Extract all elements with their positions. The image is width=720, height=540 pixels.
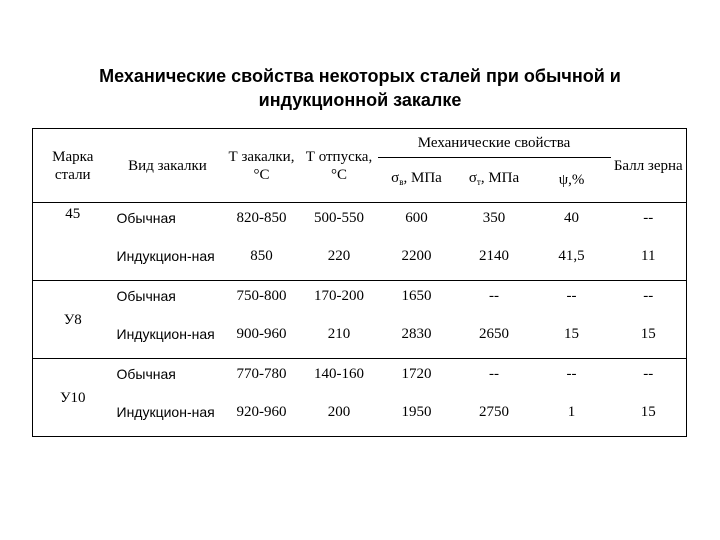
table-row — [33, 389, 687, 437]
t-temper-cell: 210 — [301, 311, 378, 359]
grade-cell: У10 — [33, 359, 113, 437]
t-quench-cell: 900-960 — [223, 311, 301, 359]
t-quench-cell: 850 — [223, 233, 301, 281]
t-quench-cell: 820-850 — [236, 209, 287, 226]
grade-cell: 45 — [33, 203, 113, 281]
table-row — [33, 203, 687, 233]
sigma-v-cell: 1720 — [401, 365, 432, 382]
quench-type-cell: Обычная — [116, 287, 176, 304]
sigma-t-cell: -- — [489, 287, 499, 304]
title-line-1: Механические свойства некоторых сталей при обычной и — [99, 66, 621, 86]
table-row — [33, 233, 687, 281]
quench-type-cell: Индукцион-ная — [113, 311, 223, 359]
psi-cell: 15 — [533, 311, 611, 359]
t-temper-cell: 170-200 — [314, 287, 364, 304]
table-row — [33, 281, 687, 311]
t-quench-cell: 770-780 — [236, 365, 287, 382]
t-quench-cell: 920-960 — [223, 389, 301, 437]
header-psi: ψ,% — [533, 158, 611, 203]
quench-type-cell: Индукцион-ная — [113, 389, 223, 437]
sigma-t-symbol: σ — [468, 170, 477, 186]
header-t-quench: Т закалки, °С — [223, 129, 301, 203]
title-line-2: индукционной закалке — [258, 90, 462, 110]
psi-cell: -- — [566, 365, 577, 382]
quench-type-cell: Обычная — [116, 209, 176, 226]
sigma-v-cell: 1950 — [378, 389, 456, 437]
t-quench-cell: 750-800 — [236, 287, 287, 304]
header-sigma-t — [456, 158, 533, 203]
header-t-temper: Т отпуска, °С — [301, 129, 378, 203]
grain-cell: -- — [611, 203, 687, 233]
t-temper-cell: 200 — [301, 389, 378, 437]
sigma-t-subscript: т — [476, 177, 481, 187]
header-grade: Марка стали — [33, 129, 113, 203]
sigma-t-cell: 350 — [482, 209, 506, 226]
table-row — [33, 359, 687, 389]
header-grain: Балл зерна — [611, 129, 687, 203]
sigma-t-unit: , МПа — [480, 170, 520, 186]
header-row-1 — [33, 129, 687, 158]
t-temper-cell: 140-160 — [314, 365, 364, 382]
sigma-t-cell: 2650 — [456, 311, 533, 359]
grain-cell: 11 — [611, 233, 687, 281]
sigma-v-cell: 2200 — [378, 233, 456, 281]
grain-cell: 15 — [611, 389, 687, 437]
t-temper-cell: 220 — [301, 233, 378, 281]
header-mech-props: Механические свойства — [378, 129, 611, 158]
sigma-v-subscript: в — [399, 177, 404, 187]
sigma-v-cell: 2830 — [378, 311, 456, 359]
psi-cell: 41,5 — [533, 233, 611, 281]
header-sigma-v — [378, 158, 456, 203]
table-row — [33, 311, 687, 359]
t-temper-cell: 500-550 — [314, 209, 364, 226]
sigma-t-cell: -- — [489, 365, 499, 382]
header-quench-type: Вид закалки — [113, 129, 223, 203]
sigma-v-unit: , МПа — [403, 170, 442, 186]
grain-cell: 15 — [611, 311, 687, 359]
sigma-v-symbol: σ — [391, 170, 400, 186]
sigma-t-cell: 2140 — [456, 233, 533, 281]
sigma-v-cell: 1650 — [401, 287, 432, 304]
grade-cell: У8 — [33, 281, 113, 359]
psi-cell: -- — [566, 287, 577, 304]
grain-cell: -- — [611, 359, 687, 389]
quench-type-cell: Обычная — [116, 365, 176, 382]
quench-type-cell: Индукцион-ная — [113, 233, 223, 281]
sigma-t-cell: 2750 — [456, 389, 533, 437]
steel-properties-table — [32, 128, 687, 437]
sigma-v-cell: 600 — [405, 209, 428, 226]
grain-cell: -- — [611, 281, 687, 311]
page-title — [0, 64, 720, 112]
psi-cell: 40 — [564, 209, 579, 226]
psi-cell: 1 — [533, 389, 611, 437]
